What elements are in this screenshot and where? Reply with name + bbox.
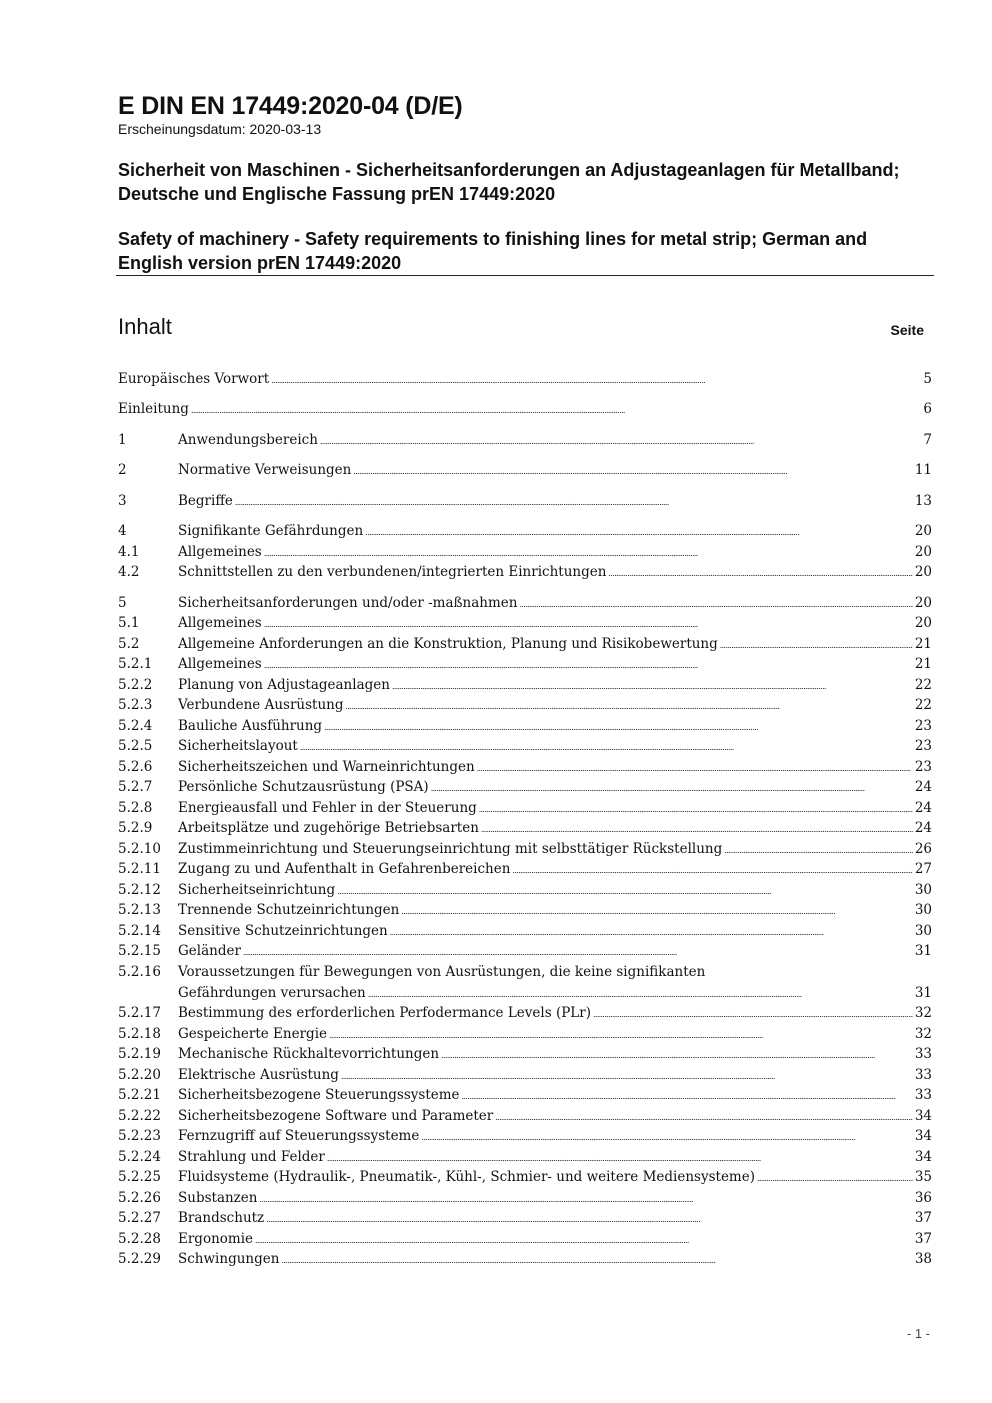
toc-entry-page: 20 — [914, 615, 932, 631]
toc-dot-leader — [720, 636, 913, 652]
toc-entry-page: 7 — [923, 432, 932, 448]
toc-entry-page: 38 — [914, 1251, 932, 1267]
toc-entry-title: Energieausfall und Fehler in der Steuerung — [178, 800, 477, 816]
toc-entry-page: 36 — [914, 1190, 932, 1206]
toc-entry[interactable] — [118, 738, 932, 758]
toc-dot-leader — [346, 697, 913, 713]
toc-entry-number: 5.2.16 — [118, 964, 161, 980]
toc-entry[interactable] — [118, 615, 932, 635]
toc-entry-page: 31 — [914, 985, 932, 1001]
toc-entry[interactable] — [118, 964, 932, 1005]
toc-entry-title: Sensitive Schutzeinrichtungen — [178, 923, 388, 939]
toc-dot-leader — [365, 523, 913, 539]
toc-entry-title: Anwendungsbereich — [178, 432, 318, 448]
toc-entry[interactable] — [118, 564, 932, 584]
toc-entry-title: Gespeicherte Energie — [178, 1026, 327, 1042]
toc-dot-leader — [281, 1251, 912, 1267]
toc-entry-page: 24 — [914, 820, 932, 836]
toc-entry-number: 5.2.25 — [118, 1169, 161, 1185]
toc-entry-page: 22 — [914, 677, 932, 693]
toc-entry-title: Verbundene Ausrüstung — [178, 697, 344, 713]
toc-entry[interactable] — [118, 677, 932, 697]
toc-entry-number: 3 — [118, 493, 127, 509]
title-english: Safety of machinery - Safety requirements to finishing lines for metal strip; German and English version prEN 17449:2020 — [118, 229, 868, 273]
toc-entry[interactable] — [118, 902, 932, 922]
toc-entry-page: 27 — [914, 861, 932, 877]
toc-entry[interactable] — [118, 544, 932, 564]
toc-entry-number: 5.2.18 — [118, 1026, 161, 1042]
toc-entry-page: 37 — [914, 1210, 932, 1226]
toc-entry[interactable] — [118, 1251, 932, 1271]
toc-entry-title: Schwingungen — [178, 1251, 280, 1267]
toc-entry-number: 5.2.17 — [118, 1005, 161, 1021]
toc-entry-title: Fluidsysteme (Hydraulik-, Pneumatik-, Kühl-, Schmier- und weitere Mediensysteme) — [178, 1169, 755, 1185]
toc-dot-leader — [255, 1231, 913, 1247]
toc-entry-title: Sicherheitslayout — [178, 738, 298, 754]
toc-entry-number: 5.2.8 — [118, 800, 153, 816]
toc-entry-number: 5.2.21 — [118, 1087, 161, 1103]
toc-entry-title: Begriffe — [178, 493, 233, 509]
toc-entry-page: 23 — [914, 759, 932, 775]
toc-dot-leader — [320, 432, 921, 448]
toc-entry-number: 5.2 — [118, 636, 140, 652]
toc-entry-page: 21 — [914, 656, 932, 672]
header-divider — [116, 275, 934, 276]
toc-dot-leader — [390, 923, 913, 939]
toc-entry-title: Strahlung und Felder — [178, 1149, 325, 1165]
toc-entry-title: Sicherheitsbezogene Software und Parameter — [178, 1108, 494, 1124]
toc-entry-page: 34 — [914, 1108, 932, 1124]
toc-entry-number: 1 — [118, 432, 127, 448]
toc-entry-title: Geländer — [178, 943, 241, 959]
toc-entry-title: Zugang zu und Aufenthalt in Gefahrenbereichen — [178, 861, 511, 877]
toc-dot-leader — [495, 1108, 913, 1124]
toc-entry-page: 24 — [914, 800, 932, 816]
toc-dot-leader — [300, 738, 913, 754]
toc-entry[interactable] — [118, 1210, 932, 1230]
toc-entry-page: 22 — [914, 697, 932, 713]
toc-entry[interactable] — [118, 841, 932, 861]
toc-entry-title: Schnittstellen zu den verbundenen/integrierten Einrichtungen — [178, 564, 607, 580]
toc-entry-page: 21 — [914, 636, 932, 652]
toc-entry[interactable] — [118, 595, 932, 615]
toc-entry[interactable] — [118, 1087, 932, 1107]
toc-entry[interactable] — [118, 759, 932, 779]
toc-entry-page: 5 — [923, 371, 932, 387]
toc-entry[interactable] — [118, 432, 932, 452]
toc-dot-leader — [243, 943, 913, 959]
toc-entry-number: 5.2.12 — [118, 882, 161, 898]
toc-entry-page: 24 — [914, 779, 932, 795]
toc-entry-title-continued: Gefährdungen verursachen — [178, 985, 366, 1001]
toc-entry-title: Europäisches Vorwort — [118, 371, 270, 387]
toc-entry-number: 5.2.9 — [118, 820, 153, 836]
toc-entry[interactable] — [118, 697, 932, 717]
toc-entry-number: 5.2.11 — [118, 861, 161, 877]
toc-dot-leader — [353, 462, 912, 478]
toc-dot-leader — [327, 1149, 913, 1165]
toc-entry[interactable] — [118, 882, 932, 902]
toc-dot-leader — [724, 841, 913, 857]
toc-entry-number: 5.1 — [118, 615, 140, 631]
toc-dot-leader — [264, 615, 913, 631]
toc-entry-page: 34 — [914, 1149, 932, 1165]
toc-entry-number: 5 — [118, 595, 127, 611]
toc-entry-title: Voraussetzungen für Bewegungen von Ausrüstungen, die keine signifikanten — [178, 964, 706, 980]
toc-dot-leader — [462, 1087, 913, 1103]
toc-entry-page: 30 — [914, 923, 932, 939]
toc-entry-number: 5.2.6 — [118, 759, 153, 775]
toc-dot-leader — [479, 800, 913, 816]
toc-entry[interactable] — [118, 1169, 932, 1189]
toc-entry-number: 5.2.13 — [118, 902, 161, 918]
toc-dot-leader — [593, 1005, 913, 1021]
toc-dot-leader — [512, 861, 912, 877]
toc-dot-leader — [608, 564, 912, 580]
title-german: Sicherheit von Maschinen - Sicherheitsanforderungen an Adjustageanlagen für Metallband; Deutsche und Englische Fassung prEN 17449:2020 — [118, 160, 900, 204]
toc-dot-leader — [191, 401, 921, 417]
toc-entry-number: 5.2.2 — [118, 677, 153, 693]
toc-entry[interactable] — [118, 371, 932, 391]
toc-entry-number: 5.2.28 — [118, 1231, 161, 1247]
toc-entry-title: Allgemeines — [178, 615, 262, 631]
toc-dot-leader — [757, 1169, 913, 1185]
toc-entry-title: Sicherheitszeichen und Warneinrichtungen — [178, 759, 475, 775]
toc-dot-leader — [481, 820, 913, 836]
toc-dot-leader — [259, 1190, 912, 1206]
toc-entry-number: 5.2.3 — [118, 697, 153, 713]
toc-entry-number: 5.2.1 — [118, 656, 153, 672]
toc-entry-page: 20 — [914, 595, 932, 611]
toc-entry[interactable] — [118, 1108, 932, 1128]
toc-entry[interactable] — [118, 401, 932, 421]
toc-entry-title: Arbeitsplätze und zugehörige Betriebsarten — [178, 820, 479, 836]
toc-entry-page: 37 — [914, 1231, 932, 1247]
toc-entry-page: 20 — [914, 564, 932, 580]
toc-entry[interactable] — [118, 1026, 932, 1046]
toc-entry[interactable] — [118, 800, 932, 820]
toc-entry-title: Bauliche Ausführung — [178, 718, 323, 734]
toc-entry-page: 33 — [914, 1046, 932, 1062]
toc-dot-leader — [271, 371, 921, 387]
toc-dot-leader — [477, 759, 913, 775]
toc-entry-title: Sicherheitsanforderungen und/oder -maßnahmen — [178, 595, 518, 611]
toc-entry[interactable] — [118, 462, 932, 482]
toc-entry[interactable] — [118, 1231, 932, 1251]
toc-dot-leader — [341, 1067, 913, 1083]
toc-entry-number: 5.2.14 — [118, 923, 161, 939]
toc-entry-number: 5.2.22 — [118, 1108, 161, 1124]
toc-entry[interactable] — [118, 820, 932, 840]
toc-entry-title: Brandschutz — [178, 1210, 265, 1226]
toc-entry-title: Mechanische Rückhaltevorrichtungen — [178, 1046, 440, 1062]
toc-dot-leader — [519, 595, 912, 611]
toc-entry-title: Normative Verweisungen — [178, 462, 352, 478]
toc-entry[interactable] — [118, 636, 932, 656]
toc-entry-page: 20 — [914, 523, 932, 539]
toc-entry[interactable] — [118, 1046, 932, 1066]
toc-entry[interactable] — [118, 1128, 932, 1148]
toc-entry-number: 4.2 — [118, 564, 140, 580]
toc-entry-number: 5.2.24 — [118, 1149, 161, 1165]
toc-entry[interactable] — [118, 1149, 932, 1169]
toc-dot-leader — [264, 544, 913, 560]
toc-entry-number: 4.1 — [118, 544, 140, 560]
toc-entry-title: Einleitung — [118, 401, 189, 417]
toc-entry-page: 23 — [914, 718, 932, 734]
toc-entry-number: 5.2.29 — [118, 1251, 161, 1267]
toc-dot-leader — [235, 493, 913, 509]
toc-dot-leader — [264, 656, 913, 672]
publication-date: Erscheinungsdatum: 2020-03-13 — [118, 121, 322, 137]
toc-entry-title: Bestimmung des erforderlichen Perfodermance Levels (PLr) — [178, 1005, 591, 1021]
toc-entry-number: 5.2.10 — [118, 841, 161, 857]
toc-entry[interactable] — [118, 923, 932, 943]
toc-entry-page: 33 — [914, 1087, 932, 1103]
toc-entry-number: 5.2.5 — [118, 738, 153, 754]
toc-dot-leader — [368, 985, 913, 1001]
toc-entry-title: Trennende Schutzeinrichtungen — [178, 902, 400, 918]
toc-entry-page: 33 — [914, 1067, 932, 1083]
toc-entry[interactable] — [118, 1190, 932, 1210]
toc-entry-title: Fernzugriff auf Steuerungssysteme — [178, 1128, 420, 1144]
toc-dot-leader — [441, 1046, 913, 1062]
toc-entry-page: 30 — [914, 902, 932, 918]
toc-entry-page: 20 — [914, 544, 932, 560]
toc-entry-number: 5.2.26 — [118, 1190, 161, 1206]
toc-entry[interactable] — [118, 493, 932, 513]
toc-entry-number: 5.2.20 — [118, 1067, 161, 1083]
toc-dot-leader — [324, 718, 913, 734]
toc-entry[interactable] — [118, 861, 932, 881]
toc-entry[interactable] — [118, 523, 932, 543]
toc-dot-leader — [401, 902, 912, 918]
page-number: - 1 - — [906, 1326, 930, 1341]
toc-dot-leader — [431, 779, 913, 795]
toc-entry-page: 6 — [923, 401, 932, 417]
toc-entry-title: Elektrische Ausrüstung — [178, 1067, 339, 1083]
toc-entry-title: Substanzen — [178, 1190, 258, 1206]
toc-entry-title: Zustimmeinrichtung und Steuerungseinrichtung mit selbsttätiger Rückstellung — [178, 841, 723, 857]
toc-entry[interactable] — [118, 1005, 932, 1025]
toc-entry[interactable] — [118, 779, 932, 799]
toc-entry-number: 5.2.27 — [118, 1210, 161, 1226]
toc-entry-title: Signifikante Gefährdungen — [178, 523, 364, 539]
toc-dot-leader — [329, 1026, 913, 1042]
toc-entry[interactable] — [118, 718, 932, 738]
toc-entry-page: 32 — [914, 1026, 932, 1042]
toc-dot-leader — [421, 1128, 912, 1144]
toc-entry-title: Persönliche Schutzausrüstung (PSA) — [178, 779, 429, 795]
toc-entry-title: Ergonomie — [178, 1231, 254, 1247]
toc-entry-number: 5.2.4 — [118, 718, 153, 734]
toc-entry[interactable] — [118, 656, 932, 676]
toc-page-column-label: Seite — [890, 322, 924, 338]
toc-entry-number: 5.2.19 — [118, 1046, 161, 1062]
toc-entry-number: 2 — [118, 462, 127, 478]
toc-entry[interactable] — [118, 1067, 932, 1087]
toc-entry-number: 5.2.23 — [118, 1128, 161, 1144]
toc-entry-number: 4 — [118, 523, 127, 539]
toc-entry-page: 32 — [914, 1005, 932, 1021]
toc-entry-title: Planung von Adjustageanlagen — [178, 677, 390, 693]
toc-dot-leader — [392, 677, 913, 693]
toc-entry-number: 5.2.15 — [118, 943, 161, 959]
toc-entry-title: Allgemeines — [178, 656, 262, 672]
toc-entry-title: Sicherheitsbezogene Steuerungssysteme — [178, 1087, 460, 1103]
toc-dot-leader — [266, 1210, 913, 1226]
toc-title: Inhalt — [118, 314, 172, 339]
toc-entry-number: 5.2.7 — [118, 779, 153, 795]
toc-entry-page: 23 — [914, 738, 932, 754]
toc-entry-page: 11 — [914, 462, 932, 478]
toc-entry-page: 30 — [914, 882, 932, 898]
toc-entry-page: 26 — [914, 841, 932, 857]
toc-entry-page: 13 — [914, 493, 932, 509]
toc-entry[interactable] — [118, 943, 932, 963]
toc-entry-title: Allgemeines — [178, 544, 262, 560]
document-id: E DIN EN 17449:2020-04 (D/E) — [118, 92, 463, 120]
toc-entry-title: Sicherheitseinrichtung — [178, 882, 336, 898]
toc-entry-title: Allgemeine Anforderungen an die Konstruktion, Planung und Risikobewertung — [178, 636, 718, 652]
toc-entry-page: 31 — [914, 943, 932, 959]
toc-entry-page: 35 — [914, 1169, 932, 1185]
toc-entry-page: 34 — [914, 1128, 932, 1144]
toc-dot-leader — [337, 882, 913, 898]
